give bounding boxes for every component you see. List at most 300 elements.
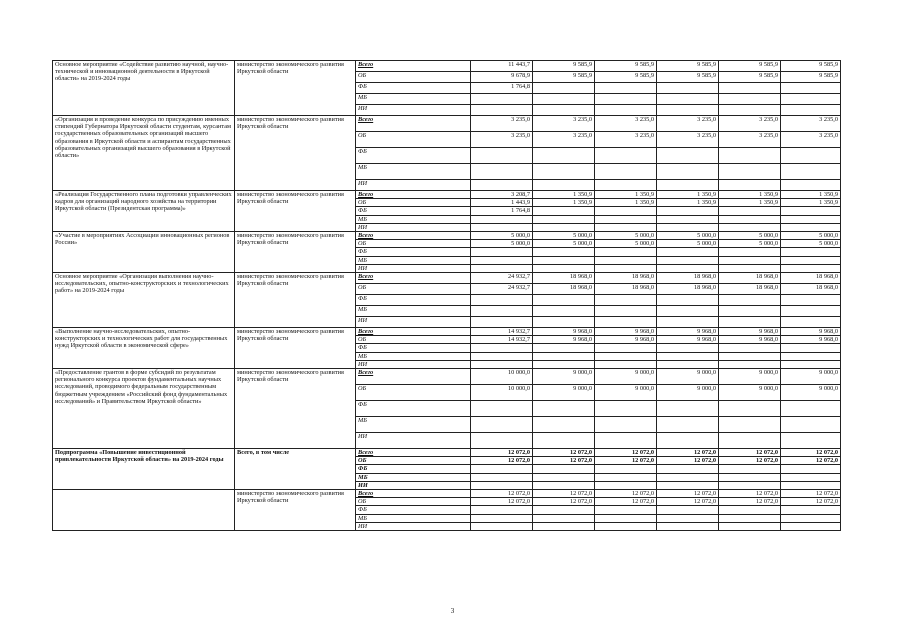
amount-cell: 12 072,0 — [719, 498, 781, 506]
amount-cell — [533, 465, 595, 473]
amount-cell — [781, 164, 841, 180]
amount-cell: 9 000,0 — [781, 385, 841, 401]
funding-source-cell: ОБ — [356, 457, 471, 465]
amount-cell: 18 968,0 — [595, 284, 657, 295]
amount-cell — [595, 223, 657, 231]
amount-cell: 5 000,0 — [657, 240, 719, 248]
amount-cell — [533, 417, 595, 433]
amount-cell — [595, 481, 657, 489]
amount-cell — [471, 223, 533, 231]
amount-cell — [533, 306, 595, 317]
amount-cell — [471, 514, 533, 522]
executor-cell: министерство экономического развития Иркутской области — [235, 232, 356, 273]
funding-source-cell: Всего — [356, 232, 471, 240]
amount-cell — [657, 514, 719, 522]
funding-source-cell: ОБ — [356, 132, 471, 148]
amount-cell — [533, 105, 595, 116]
amount-cell: 9 585,9 — [781, 72, 841, 83]
funding-source-cell: ИИ — [356, 317, 471, 328]
amount-cell — [657, 522, 719, 530]
table-row — [53, 490, 841, 498]
amount-cell: 1 350,9 — [595, 191, 657, 199]
activity-name-cell: «Выполнение научно-исследовательских, опытно-конструкторских и технологических работ для государственных нужд Иркутской области в экономической сфере» — [53, 328, 235, 369]
amount-cell — [781, 295, 841, 306]
amount-cell: 9 585,9 — [533, 61, 595, 72]
funding-source-cell: МБ — [356, 256, 471, 264]
funding-source-cell: ОБ — [356, 284, 471, 295]
amount-cell — [533, 264, 595, 272]
amount-cell — [781, 433, 841, 449]
amount-cell: 1 764,8 — [471, 83, 533, 94]
amount-cell — [719, 344, 781, 352]
amount-cell: 14 932,7 — [471, 328, 533, 336]
amount-cell: 12 072,0 — [595, 490, 657, 498]
amount-cell: 12 072,0 — [719, 457, 781, 465]
amount-cell — [657, 264, 719, 272]
funding-source-cell: ОБ — [356, 336, 471, 344]
amount-cell — [533, 223, 595, 231]
amount-cell — [719, 264, 781, 272]
executor-cell: Всего, в том числе — [235, 449, 356, 490]
amount-cell: 9 585,9 — [719, 72, 781, 83]
amount-cell: 1 350,9 — [719, 191, 781, 199]
amount-cell — [657, 256, 719, 264]
budget-table-body — [53, 61, 841, 531]
amount-cell: 5 000,0 — [533, 240, 595, 248]
amount-cell — [719, 401, 781, 417]
amount-cell — [471, 94, 533, 105]
amount-cell — [471, 264, 533, 272]
amount-cell — [781, 264, 841, 272]
amount-cell: 12 072,0 — [533, 449, 595, 457]
amount-cell — [719, 105, 781, 116]
amount-cell — [719, 256, 781, 264]
amount-cell: 5 000,0 — [657, 232, 719, 240]
amount-cell: 12 072,0 — [781, 490, 841, 498]
amount-cell — [719, 207, 781, 215]
amount-cell — [533, 148, 595, 164]
amount-cell: 9 585,9 — [719, 61, 781, 72]
amount-cell: 10 000,0 — [471, 369, 533, 385]
amount-cell — [781, 256, 841, 264]
amount-cell — [533, 514, 595, 522]
amount-cell — [533, 401, 595, 417]
amount-cell: 1 443,9 — [471, 199, 533, 207]
amount-cell — [595, 164, 657, 180]
amount-cell: 1 350,9 — [533, 191, 595, 199]
amount-cell — [657, 148, 719, 164]
activity-name-cell: «Организация и проведение конкурса по присуждению именных стипендий Губернатора Иркутской области студентам, курсантам государственных образовательных организаций высшего образования в Иркутской области и аспирантам государственных образовательных организаций высшего образования в Иркутской области» — [53, 116, 235, 191]
amount-cell — [781, 306, 841, 317]
amount-cell — [471, 401, 533, 417]
funding-source-cell: ИИ — [356, 180, 471, 191]
amount-cell: 3 235,0 — [719, 116, 781, 132]
amount-cell — [781, 180, 841, 191]
amount-cell — [471, 164, 533, 180]
amount-cell: 3 235,0 — [595, 132, 657, 148]
funding-source-cell: ОБ — [356, 199, 471, 207]
amount-cell — [781, 344, 841, 352]
amount-cell: 5 000,0 — [781, 240, 841, 248]
funding-source-cell: ИИ — [356, 481, 471, 489]
amount-cell — [595, 473, 657, 481]
amount-cell — [781, 223, 841, 231]
table-row — [53, 328, 841, 336]
executor-cell: министерство экономического развития Иркутской области — [235, 490, 356, 531]
funding-source-cell: ИИ — [356, 223, 471, 231]
amount-cell — [781, 465, 841, 473]
funding-source-cell: ИИ — [356, 522, 471, 530]
funding-source-cell: ФБ — [356, 465, 471, 473]
amount-cell — [533, 180, 595, 191]
amount-cell — [471, 215, 533, 223]
amount-cell — [719, 465, 781, 473]
amount-cell: 9 000,0 — [719, 385, 781, 401]
table-row — [53, 273, 841, 284]
amount-cell — [595, 248, 657, 256]
amount-cell: 9 585,9 — [533, 72, 595, 83]
amount-cell — [595, 506, 657, 514]
amount-cell — [719, 164, 781, 180]
amount-cell — [657, 180, 719, 191]
amount-cell — [719, 352, 781, 360]
amount-cell: 3 235,0 — [533, 132, 595, 148]
amount-cell: 12 072,0 — [719, 449, 781, 457]
amount-cell — [471, 306, 533, 317]
amount-cell — [657, 401, 719, 417]
funding-source-cell: Всего — [356, 273, 471, 284]
amount-cell: 3 235,0 — [657, 116, 719, 132]
amount-cell: 1 350,9 — [781, 199, 841, 207]
amount-cell — [657, 506, 719, 514]
amount-cell — [781, 514, 841, 522]
funding-source-cell: ОБ — [356, 72, 471, 83]
amount-cell — [657, 473, 719, 481]
amount-cell — [781, 401, 841, 417]
amount-cell — [781, 94, 841, 105]
amount-cell: 18 968,0 — [781, 284, 841, 295]
amount-cell — [533, 215, 595, 223]
amount-cell: 9 585,9 — [657, 72, 719, 83]
amount-cell: 5 000,0 — [719, 240, 781, 248]
funding-source-cell: МБ — [356, 164, 471, 180]
amount-cell: 1 350,9 — [533, 199, 595, 207]
amount-cell: 12 072,0 — [719, 490, 781, 498]
amount-cell: 9 968,0 — [657, 328, 719, 336]
amount-cell: 12 072,0 — [533, 457, 595, 465]
amount-cell — [657, 164, 719, 180]
amount-cell: 3 235,0 — [719, 132, 781, 148]
amount-cell — [719, 514, 781, 522]
amount-cell: 9 968,0 — [657, 336, 719, 344]
amount-cell: 12 072,0 — [781, 457, 841, 465]
activity-name-cell: «Предоставление грантов в форме субсидий по результатам регионального конкурса проектов фундаментальных научных исследований, проводимого федеральным государственным бюджетным учреждением «Российский фонд фундаментальных исследований» и Правительством Иркутской области» — [53, 369, 235, 449]
funding-source-cell: МБ — [356, 514, 471, 522]
amount-cell — [657, 360, 719, 368]
amount-cell: 24 932,7 — [471, 284, 533, 295]
amount-cell — [781, 473, 841, 481]
amount-cell — [471, 180, 533, 191]
amount-cell — [657, 207, 719, 215]
funding-source-cell: ОБ — [356, 385, 471, 401]
amount-cell — [719, 522, 781, 530]
amount-cell: 9 968,0 — [719, 328, 781, 336]
amount-cell: 1 350,9 — [781, 191, 841, 199]
amount-cell — [595, 433, 657, 449]
amount-cell — [719, 306, 781, 317]
funding-source-cell: ФБ — [356, 148, 471, 164]
amount-cell — [719, 83, 781, 94]
amount-cell — [657, 248, 719, 256]
amount-cell: 9 000,0 — [533, 385, 595, 401]
amount-cell — [471, 522, 533, 530]
executor-cell: министерство экономического развития Иркутской области — [235, 273, 356, 328]
executor-cell: министерство экономического развития Иркутской области — [235, 369, 356, 449]
amount-cell: 9 585,9 — [781, 61, 841, 72]
amount-cell — [719, 248, 781, 256]
amount-cell — [595, 522, 657, 530]
amount-cell — [657, 306, 719, 317]
amount-cell: 5 000,0 — [471, 232, 533, 240]
funding-source-cell: Всего — [356, 369, 471, 385]
amount-cell — [657, 94, 719, 105]
amount-cell — [657, 83, 719, 94]
amount-cell: 9 968,0 — [533, 336, 595, 344]
amount-cell: 9 585,9 — [657, 61, 719, 72]
table-row — [53, 61, 841, 72]
amount-cell: 3 208,7 — [471, 191, 533, 199]
amount-cell: 5 000,0 — [781, 232, 841, 240]
amount-cell — [657, 223, 719, 231]
funding-source-cell: ФБ — [356, 401, 471, 417]
amount-cell: 12 072,0 — [657, 498, 719, 506]
amount-cell — [471, 105, 533, 116]
amount-cell: 9 000,0 — [657, 385, 719, 401]
amount-cell: 12 072,0 — [533, 490, 595, 498]
funding-source-cell: ИИ — [356, 433, 471, 449]
amount-cell: 24 932,7 — [471, 273, 533, 284]
amount-cell — [595, 344, 657, 352]
amount-cell: 1 350,9 — [657, 191, 719, 199]
amount-cell — [595, 360, 657, 368]
table-row — [53, 369, 841, 385]
amount-cell: 9 000,0 — [719, 369, 781, 385]
amount-cell: 12 072,0 — [781, 498, 841, 506]
page-number: 3 — [450, 607, 455, 615]
amount-cell — [533, 506, 595, 514]
amount-cell: 1 350,9 — [719, 199, 781, 207]
amount-cell: 12 072,0 — [657, 457, 719, 465]
amount-cell — [533, 473, 595, 481]
amount-cell — [719, 481, 781, 489]
amount-cell — [595, 94, 657, 105]
executor-cell: министерство экономического развития Иркутской области — [235, 328, 356, 369]
amount-cell: 18 968,0 — [533, 273, 595, 284]
amount-cell — [657, 417, 719, 433]
funding-source-cell: Всего — [356, 449, 471, 457]
amount-cell — [719, 506, 781, 514]
amount-cell — [471, 317, 533, 328]
amount-cell — [719, 215, 781, 223]
amount-cell — [781, 148, 841, 164]
amount-cell: 14 932,7 — [471, 336, 533, 344]
amount-cell: 9 968,0 — [781, 336, 841, 344]
amount-cell — [533, 207, 595, 215]
amount-cell: 9 968,0 — [781, 328, 841, 336]
funding-source-cell: ФБ — [356, 295, 471, 306]
amount-cell — [595, 105, 657, 116]
amount-cell — [471, 344, 533, 352]
amount-cell — [471, 473, 533, 481]
funding-source-cell: Всего — [356, 61, 471, 72]
activity-name-cell — [53, 490, 235, 531]
amount-cell: 9 678,9 — [471, 72, 533, 83]
amount-cell — [595, 352, 657, 360]
amount-cell: 11 443,7 — [471, 61, 533, 72]
funding-source-cell: МБ — [356, 473, 471, 481]
amount-cell — [533, 352, 595, 360]
amount-cell — [471, 360, 533, 368]
amount-cell — [595, 180, 657, 191]
amount-cell — [533, 317, 595, 328]
amount-cell — [471, 506, 533, 514]
amount-cell — [657, 481, 719, 489]
amount-cell: 9 000,0 — [781, 369, 841, 385]
amount-cell — [781, 248, 841, 256]
amount-cell: 12 072,0 — [471, 457, 533, 465]
amount-cell: 3 235,0 — [781, 132, 841, 148]
amount-cell — [719, 223, 781, 231]
amount-cell: 12 072,0 — [533, 498, 595, 506]
amount-cell — [781, 506, 841, 514]
amount-cell — [781, 522, 841, 530]
executor-cell: министерство экономического развития Иркутской области — [235, 191, 356, 232]
amount-cell — [471, 465, 533, 473]
funding-source-cell: ФБ — [356, 207, 471, 215]
funding-source-cell: МБ — [356, 306, 471, 317]
amount-cell: 3 235,0 — [471, 132, 533, 148]
amount-cell — [533, 522, 595, 530]
amount-cell: 1 764,8 — [471, 207, 533, 215]
amount-cell: 5 000,0 — [595, 232, 657, 240]
amount-cell — [533, 360, 595, 368]
amount-cell — [533, 94, 595, 105]
activity-name-cell: Основное мероприятие «Содействие развитию научной, научно-технической и инновационной деятельности в Иркутской области» на 2019-2024 годы — [53, 61, 235, 116]
amount-cell — [781, 417, 841, 433]
amount-cell: 3 235,0 — [657, 132, 719, 148]
activity-name-cell: Подпрограмма «Повышение инвестиционной привлекательности Иркутской области» на 2019-2024 годы — [53, 449, 235, 490]
amount-cell — [719, 360, 781, 368]
amount-cell — [657, 344, 719, 352]
amount-cell — [595, 83, 657, 94]
amount-cell: 12 072,0 — [595, 498, 657, 506]
amount-cell — [471, 481, 533, 489]
funding-source-cell: ИИ — [356, 264, 471, 272]
activity-name-cell: Основное мероприятие «Организация выполнения научно-исследовательских, опытно-конструкторских и технологических работ» на 2019-2024 годы — [53, 273, 235, 328]
amount-cell: 3 235,0 — [781, 116, 841, 132]
amount-cell: 12 072,0 — [781, 449, 841, 457]
amount-cell — [781, 352, 841, 360]
amount-cell: 18 968,0 — [595, 273, 657, 284]
amount-cell — [471, 295, 533, 306]
amount-cell — [533, 295, 595, 306]
amount-cell — [719, 180, 781, 191]
amount-cell — [471, 248, 533, 256]
amount-cell — [595, 317, 657, 328]
amount-cell — [657, 215, 719, 223]
funding-source-cell: ФБ — [356, 248, 471, 256]
amount-cell: 12 072,0 — [657, 490, 719, 498]
amount-cell: 9 000,0 — [595, 385, 657, 401]
amount-cell: 3 235,0 — [595, 116, 657, 132]
amount-cell — [533, 433, 595, 449]
funding-source-cell: ФБ — [356, 83, 471, 94]
amount-cell: 18 968,0 — [533, 284, 595, 295]
amount-cell: 3 235,0 — [533, 116, 595, 132]
amount-cell: 18 968,0 — [781, 273, 841, 284]
amount-cell — [533, 481, 595, 489]
funding-source-cell: ОБ — [356, 240, 471, 248]
amount-cell — [533, 344, 595, 352]
amount-cell — [657, 295, 719, 306]
amount-cell — [719, 473, 781, 481]
amount-cell — [657, 465, 719, 473]
activity-name-cell: «Участие в мероприятиях Ассоциации инновационных регионов России» — [53, 232, 235, 273]
amount-cell — [595, 514, 657, 522]
amount-cell — [595, 264, 657, 272]
amount-cell — [471, 433, 533, 449]
amount-cell: 12 072,0 — [595, 457, 657, 465]
activity-name-cell: «Реализация Государственного плана подготовки управленческих кадров для организаций народного хозяйства на территории Иркутской области (Президентская программа)» — [53, 191, 235, 232]
amount-cell — [781, 481, 841, 489]
executor-cell: министерство экономического развития Иркутской области — [235, 116, 356, 191]
amount-cell: 9 968,0 — [533, 328, 595, 336]
funding-source-cell: Всего — [356, 191, 471, 199]
funding-source-cell: Всего — [356, 116, 471, 132]
amount-cell — [719, 317, 781, 328]
amount-cell: 12 072,0 — [657, 449, 719, 457]
amount-cell — [533, 248, 595, 256]
funding-source-cell: МБ — [356, 215, 471, 223]
amount-cell — [471, 256, 533, 264]
amount-cell — [781, 317, 841, 328]
amount-cell — [657, 105, 719, 116]
funding-source-cell: ИИ — [356, 360, 471, 368]
table-row — [53, 449, 841, 457]
amount-cell: 18 968,0 — [719, 284, 781, 295]
amount-cell — [595, 401, 657, 417]
amount-cell — [719, 433, 781, 449]
funding-source-cell: МБ — [356, 94, 471, 105]
amount-cell — [781, 207, 841, 215]
amount-cell — [471, 148, 533, 164]
funding-source-cell: ОБ — [356, 498, 471, 506]
amount-cell: 12 072,0 — [471, 449, 533, 457]
amount-cell — [781, 360, 841, 368]
funding-source-cell: Всего — [356, 328, 471, 336]
executor-cell: министерство экономического развития Иркутской области — [235, 61, 356, 116]
amount-cell: 12 072,0 — [471, 490, 533, 498]
amount-cell: 9 585,9 — [595, 72, 657, 83]
amount-cell — [719, 295, 781, 306]
amount-cell: 9 000,0 — [533, 369, 595, 385]
amount-cell: 10 000,0 — [471, 385, 533, 401]
amount-cell: 5 000,0 — [533, 232, 595, 240]
amount-cell: 9 585,9 — [595, 61, 657, 72]
amount-cell: 12 072,0 — [471, 498, 533, 506]
amount-cell: 18 968,0 — [657, 273, 719, 284]
amount-cell: 9 000,0 — [595, 369, 657, 385]
